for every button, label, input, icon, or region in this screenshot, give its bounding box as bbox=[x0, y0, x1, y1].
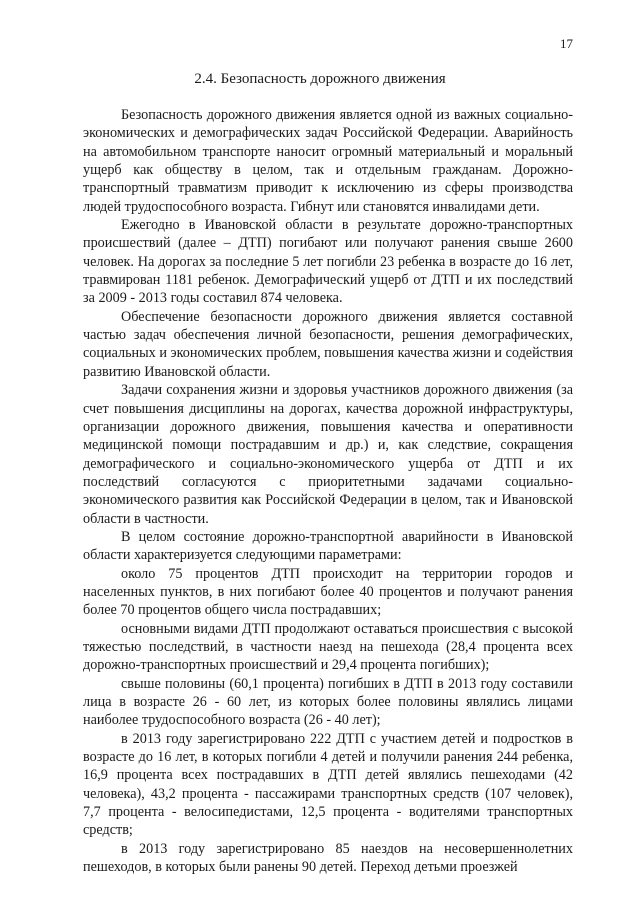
paragraph: В целом состояние дорожно-транспортной аварийности в Ивановской области характеризуется следующими параметрами: bbox=[83, 528, 573, 564]
paragraph: Задачи сохранения жизни и здоровья участников дорожного движения (за счет повышения дисциплины на дорогах, качества дорожной инфраструктуры, организации дорожного движения, повышения качества и оперативности медицинской помощи пострадавшим и др.) и, как следствие, сокращения демографического и социально-экономического ущерба от ДТП и их последствий согласуются с приоритетными задачами социально-экономического развития как Российской Федерации в целом, так и Ивановской области в частности. bbox=[83, 382, 573, 527]
section-title: 2.4. Безопасность дорожного движения bbox=[194, 71, 446, 87]
paragraph: основными видами ДТП продолжают оставаться происшествия с высокой тяжестью последствий, в частности наезд на пешехода (28,4 процента всех дорожно-транспортных происшествий и 29,4 процента погибших); bbox=[83, 620, 573, 674]
body-text bbox=[83, 106, 573, 876]
page-number: 17 bbox=[560, 36, 573, 51]
paragraph: в 2013 году зарегистрировано 85 наездов на несовершеннолетних пешеходов, в которых были ранены 90 детей. Переход детьми проезжей bbox=[83, 840, 573, 876]
paragraph: свыше половины (60,1 процента) погибших в ДТП в 2013 году составили лица в возрасте 26 - 60 лет, из которых более половины являлись лицами наиболее трудоспособного возраста (26 - 40 лет); bbox=[83, 675, 573, 729]
paragraph: около 75 процентов ДТП происходит на территории городов и населенных пунктов, в них погибают более 40 процентов и получают ранения более 70 процентов общего числа пострадавших; bbox=[83, 565, 573, 619]
paragraph: Обеспечение безопасности дорожного движения является составной частью задач обеспечения личной безопасности, решения демографических, социальных и экономических проблем, повышения качества жизни и содействия развитию Ивановской области. bbox=[83, 308, 573, 380]
paragraph: в 2013 году зарегистрировано 222 ДТП с участием детей и подростков в возрасте до 16 лет, в которых погибли 4 детей и получили ранения 244 ребенка, 16,9 процента всех пострадавших в ДТП детей являлись пешеходами (42 человека), 43,2 процента - пассажирами транспортных средств (107 человек), 7,7 процента - велосипедистами, 12,5 процента - водителями транспортных средств; bbox=[83, 730, 573, 839]
paragraph: Ежегодно в Ивановской области в результате дорожно-транспортных происшествий (далее – ДТП) погибают или получают ранения свыше 2600 человек. На дорогах за последние 5 лет погибли 23 ребенка в возрасте до 16 лет, травмирован 1181 ребенок. Демографический ущерб от ДТП и их последствий за 2009 - 2013 годы составил 874 человека. bbox=[83, 217, 573, 307]
paragraph: Безопасность дорожного движения является одной из важных социально-экономических и демографических задач Российской Федерации. Аварийность на автомобильном транспорте наносит огромный материальный и моральный ущерб как обществу в целом, так и отдельным гражданам. Дорожно-транспортный травматизм приводит к исключению из сферы производства людей трудоспособного возраста. Гибнут или становятся инвалидами дети. bbox=[83, 107, 573, 215]
